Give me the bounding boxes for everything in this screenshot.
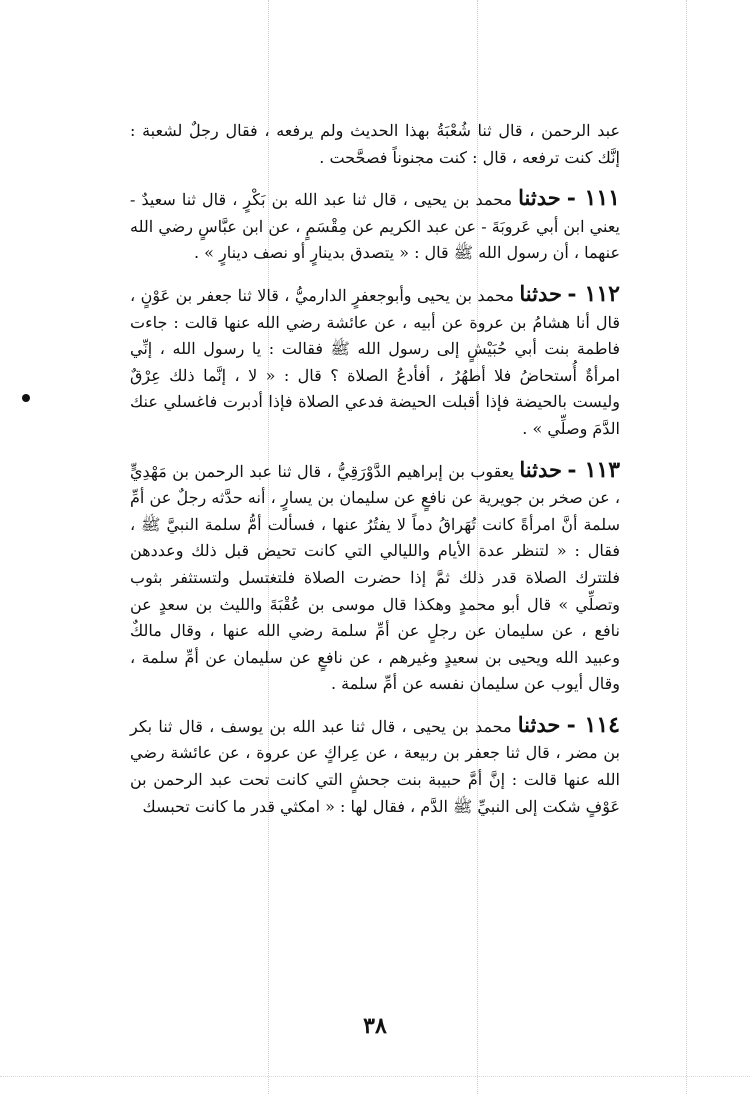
hadith-112 — [130, 281, 620, 443]
intro-paragraph — [130, 118, 620, 171]
hadith-keyword: حدثنا — [518, 185, 561, 211]
hadith-number: ١١١ - — [566, 185, 620, 212]
hadith-text: محمد بن يحيى ، قال ثنا عبد الله بن يوسف ، قال ثنا بكر بن مضر ، قال ثنا جعفر بن ربيعة ، عن عِراكٍ عن عروة ، عن عائشة رضي الله عنها قالت : إنَّ أمَّ حبيبة بنت جحشٍ التي كانت تحت عبد الرحمن بن عَوْفٍ شكت إلى النبيِّ ﷺ الدَّم ، فقال لها : « امكثي قدر ما كانت تحبسك — [130, 716, 620, 816]
hadith-number: ١١٣ - — [567, 456, 621, 483]
hadith-number: ١١٢ - — [567, 280, 620, 307]
scan-guide-line — [0, 1076, 750, 1077]
hadith-number: ١١٤ - — [566, 711, 620, 738]
hadith-keyword: حدثنا — [519, 280, 562, 306]
hadith-text: يعقوب بن إبراهيم الدَّوْرَقِيُّ ، قال ثنا عبد الرحمن بن مَهْدِيٍّ ، عن صخر بن جويرية عن نافعٍ عن سليمان بن يسارٍ ، أنه حدَّثه رجلٌ عن أمِّ سلمة أنَّ امرأةً كانت تُهَراقُ دماً لا يفتُرُ عنها ، فسألت أمُّ سلمة النبيَّ ﷺ ، فقال : « لتنظر عدة الأيام والليالي التي كانت تحيض قبل ذلك وعددهن فلتترك الصلاة قدر ذلك ثمَّ إذا حضرت الصلاة فلتغتسل ولتستثفر بثوب وتصلِّي » قال أبو محمدٍ وهكذا قال موسى بن عُقْبَةَ والليث بن سعدٍ عن نافع ، عن سليمان عن رجلٍ عن أمِّ سلمة رضي الله عنها ، وقال مالكٌ وعبيد الله ويحيى بن سعيدٍ وغيرهم ، عن نافعٍ عن سليمان عن أمِّ سلمة ، وقال أيوب عن سليمان نفسه عن أمِّ سلمة . — [130, 461, 621, 694]
hadith-111 — [130, 185, 620, 267]
hadith-text: محمد بن يحيى وأبوجعفرٍ الدارميُّ ، قالا ثنا جعفر بن عَوْنٍ ، قال أنا هشامُ بن عروة عن أبيه ، عن عائشة رضي الله عنها قالت : جاءت فاطمة بنت أبي حُبَيْشٍ إلى رسول الله ﷺ فقالت : يا رسول الله ، إنِّي امرأةٌ أُستحاضُ فلا أطهُرُ ، أفأدعُ الصلاة ؟ قال : « لا ، إنَّما ذلك عِرْقٌ وليست بالحيضة فإذا أقبلت الحيضة فدعي الصلاة فإذا أدبرت فاغسلي عنك الدَّمَ وصلِّي » . — [130, 285, 620, 438]
page-text — [130, 118, 620, 834]
hadith-113 — [130, 457, 620, 698]
hadith-114 — [130, 712, 620, 820]
scan-guide-line — [686, 0, 687, 1094]
scan-speck — [22, 394, 30, 402]
hadith-text: محمد بن يحيى ، قال ثنا عبد الله بن بَكْرٍ ، قال ثنا سعيدٌ - يعني ابن أبي عَروبَةَ - عن عبد الكريم عن مِقْسَمٍ ، عن ابن عبَّاسٍ رضي الله عنهما ، أن رسول الله ﷺ قال : « يتصدق بدينارٍ أو نصف دينارٍ » . — [130, 190, 620, 263]
hadith-keyword: حدثنا — [517, 711, 561, 737]
hadith-keyword: حدثنا — [519, 456, 562, 482]
page-number: ٣٨ — [363, 1013, 387, 1039]
intro-text: عبد الرحمن ، قال ثنا شُعْبَةُ بهذا الحديث ولم يرفعه ، فقال رجلٌ لشعبة : إنَّك كنت ترفعه ، قال : كنت مجنوناً فصحَّحت . — [130, 121, 620, 167]
